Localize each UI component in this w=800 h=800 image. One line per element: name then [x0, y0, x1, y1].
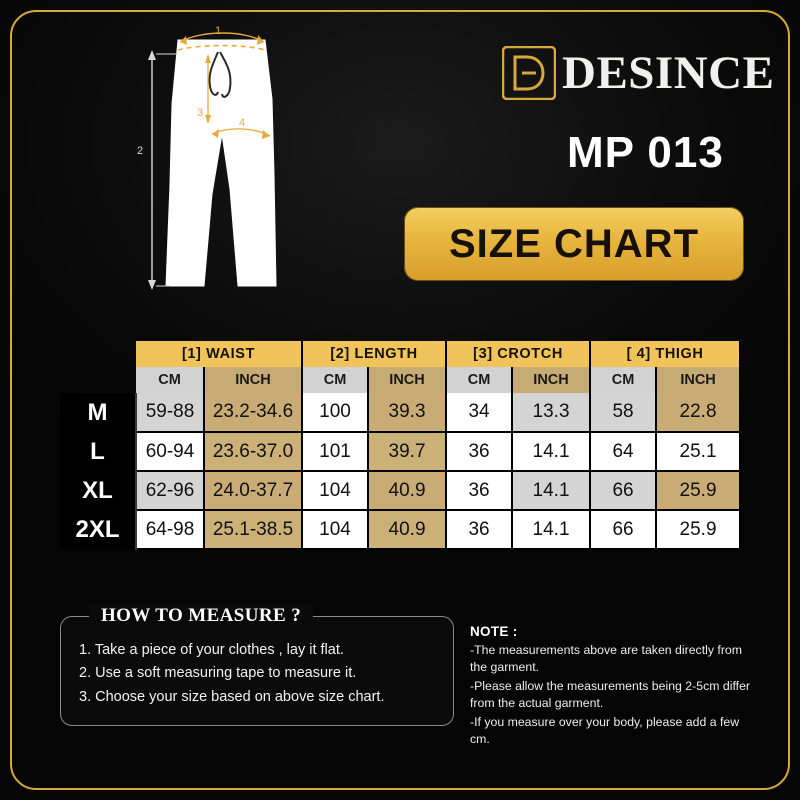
unit-length-cm: CM [302, 367, 368, 393]
cell-thigh-cm: 58 [590, 393, 656, 432]
cell-waist-cm: 60-94 [136, 432, 204, 471]
how-to-measure-title: HOW TO MEASURE ? [89, 605, 313, 627]
note-line-3: -If you measure over your body, please add a few cm. [470, 714, 740, 746]
cell-waist-cm: 64-98 [136, 510, 204, 549]
cell-thigh-inch: 22.8 [656, 393, 740, 432]
cell-crotch-inch: 13.3 [512, 393, 590, 432]
unit-crotch-inch: INCH [512, 367, 590, 393]
cell-waist-inch: 23.2-34.6 [204, 393, 302, 432]
row-size-m: M [60, 393, 136, 432]
table-unit-header-row [60, 367, 740, 393]
unit-thigh-cm: CM [590, 367, 656, 393]
cell-length-inch: 39.7 [368, 432, 446, 471]
cell-crotch-inch: 14.1 [512, 471, 590, 510]
svg-text:1: 1 [214, 25, 222, 37]
note-title: NOTE : [470, 624, 518, 639]
size-chart-table [60, 341, 740, 550]
cell-thigh-cm: 64 [590, 432, 656, 471]
table-row [60, 432, 740, 471]
group-header-length: [2] LENGTH [302, 341, 446, 367]
cell-thigh-cm: 66 [590, 510, 656, 549]
cell-thigh-cm: 66 [590, 471, 656, 510]
cell-length-inch: 39.3 [368, 393, 446, 432]
cell-thigh-inch: 25.9 [656, 471, 740, 510]
cell-length-cm: 101 [302, 432, 368, 471]
unit-length-inch: INCH [368, 367, 446, 393]
cell-crotch-cm: 36 [446, 510, 512, 549]
cell-crotch-cm: 36 [446, 471, 512, 510]
cell-length-inch: 40.9 [368, 471, 446, 510]
group-header-crotch: [3] CROTCH [446, 341, 590, 367]
svg-text:2: 2 [136, 145, 144, 157]
cell-length-inch: 40.9 [368, 510, 446, 549]
pants-measurement-diagram-icon [60, 14, 340, 314]
size-chart-badge-label: SIZE CHART [449, 221, 699, 266]
cell-thigh-inch: 25.1 [656, 432, 740, 471]
cell-waist-inch: 24.0-37.7 [204, 471, 302, 510]
cell-crotch-inch: 14.1 [512, 510, 590, 549]
cell-length-cm: 104 [302, 510, 368, 549]
cell-waist-inch: 23.6-37.0 [204, 432, 302, 471]
unit-thigh-inch: INCH [656, 367, 740, 393]
how-to-step-2: 2. Use a soft measuring tape to measure it. [79, 665, 357, 682]
cell-crotch-cm: 34 [446, 393, 512, 432]
table-corner-cell [60, 341, 136, 367]
how-to-measure-panel [60, 605, 454, 726]
group-header-thigh: [ 4] THIGH [590, 341, 740, 367]
desince-monogram-icon [502, 46, 556, 100]
svg-text:4: 4 [238, 117, 246, 129]
how-to-step-1: 1. Take a piece of your clothes , lay it flat. [79, 642, 344, 658]
table-row [60, 471, 740, 510]
svg-text:3: 3 [196, 107, 204, 119]
cell-waist-inch: 25.1-38.5 [204, 510, 302, 549]
note-line-1: -The measurements above are taken directly from the garment. [470, 643, 743, 674]
table-group-header-row [60, 341, 740, 367]
row-size-xl: XL [60, 471, 136, 510]
cell-thigh-inch: 25.9 [656, 510, 740, 549]
note-line-2: -Please allow the measurements being 2-5cm differ from the actual garment. [470, 678, 751, 710]
cell-length-cm: 104 [302, 471, 368, 510]
size-chart-badge [404, 207, 744, 281]
table-row [60, 510, 740, 549]
brand-logo [500, 42, 775, 104]
how-to-step-3: 3. Choose your size based on above size chart. [79, 688, 385, 705]
cell-crotch-cm: 36 [446, 432, 512, 471]
row-size-l: L [60, 432, 136, 471]
model-number: MP 013 [567, 128, 724, 177]
cell-length-cm: 100 [302, 393, 368, 432]
unit-waist-inch: INCH [204, 367, 302, 393]
cell-crotch-inch: 14.1 [512, 432, 590, 471]
unit-waist-cm: CM [136, 367, 204, 393]
row-size-2xl: 2XL [60, 510, 136, 549]
cell-waist-cm: 62-96 [136, 471, 204, 510]
unit-crotch-cm: CM [446, 367, 512, 393]
group-header-waist: [1] WAIST [136, 341, 302, 367]
cell-waist-cm: 59-88 [136, 393, 204, 432]
unit-corner-cell [60, 367, 136, 393]
brand-name: DESINCE [562, 46, 775, 99]
note-panel [470, 624, 750, 750]
table-row [60, 393, 740, 432]
